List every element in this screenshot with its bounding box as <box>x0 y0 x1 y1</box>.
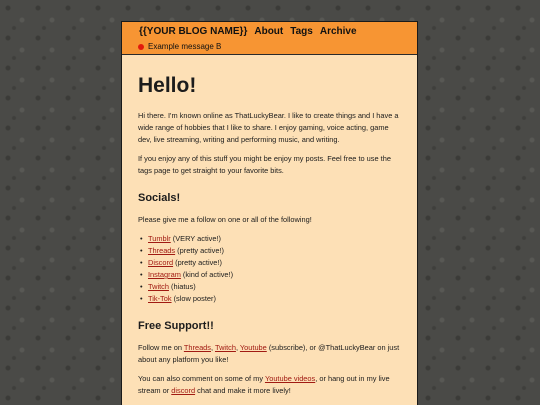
blog-page <box>121 21 418 405</box>
support-text: Follow me on <box>138 343 184 352</box>
support-text: , <box>235 343 240 352</box>
status-message <box>138 42 221 51</box>
top-bar <box>122 22 417 55</box>
support-paragraph-1 <box>138 342 401 366</box>
intro-paragraph-2: If you enjoy any of this stuff you might be enjoy my posts. Feel free to use the tags page to get straight to your favorite bits. <box>138 154 391 175</box>
status-message-text: Example message B <box>148 42 222 51</box>
social-note: (hiatus) <box>168 282 196 291</box>
socials-heading: Socials! <box>138 192 181 204</box>
threads-inline-link[interactable]: Threads <box>183 343 211 352</box>
support-paragraph-2 <box>138 373 401 397</box>
list-item <box>148 293 401 305</box>
nav-about-link[interactable]: About <box>254 26 284 37</box>
tumblr-link[interactable]: Tumblr <box>148 234 171 243</box>
page-title: Hello! <box>138 74 197 97</box>
support-heading: Free Support!! <box>138 320 214 332</box>
twitch-inline-link[interactable]: Twitch <box>214 343 236 352</box>
discord-link[interactable]: Discord <box>148 258 174 267</box>
social-note: (kind of active!) <box>180 270 234 279</box>
nav-archive-link[interactable]: Archive <box>319 26 357 37</box>
discord-inline-link[interactable]: discord <box>171 386 196 395</box>
socials-list <box>138 233 401 305</box>
support-text: chat and make it more lively! <box>195 386 291 395</box>
support-text: , <box>211 343 215 352</box>
main-content <box>122 55 417 397</box>
youtube-inline-link[interactable]: Youtube <box>239 343 267 352</box>
threads-link[interactable]: Threads <box>148 246 176 255</box>
instagram-link[interactable]: Instagram <box>148 270 181 279</box>
list-item <box>148 281 401 293</box>
intro-paragraph-1: Hi there. I'm known online as ThatLuckyBear. I like to create things and I have a wide range of hobbies that I like to share. I enjoy gaming, voice acting, game dev, live streaming, writing and performing music, and writing. <box>138 111 399 144</box>
twitch-link[interactable]: Twitch <box>148 282 169 291</box>
list-item <box>148 257 401 269</box>
blog-name-link[interactable]: {{YOUR BLOG NAME}} <box>139 26 248 37</box>
red-dot-icon <box>138 44 144 50</box>
social-note: (VERY active!) <box>170 234 221 243</box>
tiktok-link[interactable]: Tik-Tok <box>148 294 172 303</box>
list-item <box>148 269 401 281</box>
nav-bar <box>139 26 357 38</box>
support-text: You can also comment on some of my <box>138 374 265 383</box>
youtube-videos-link[interactable]: Youtube videos <box>264 374 316 383</box>
social-note: (pretty active!) <box>175 246 224 255</box>
list-item <box>148 233 401 245</box>
social-note: (pretty active!) <box>173 258 222 267</box>
support-text: , or hang out in my live stream or <box>138 374 390 395</box>
support-text: (subscribe), or @ThatLuckyBear on just about any platform you like! <box>138 343 400 364</box>
nav-tags-link[interactable]: Tags <box>290 26 313 37</box>
socials-text: Please give me a follow on one or all of the following! <box>138 215 312 224</box>
social-note: (slow poster) <box>171 294 216 303</box>
list-item <box>148 245 401 257</box>
